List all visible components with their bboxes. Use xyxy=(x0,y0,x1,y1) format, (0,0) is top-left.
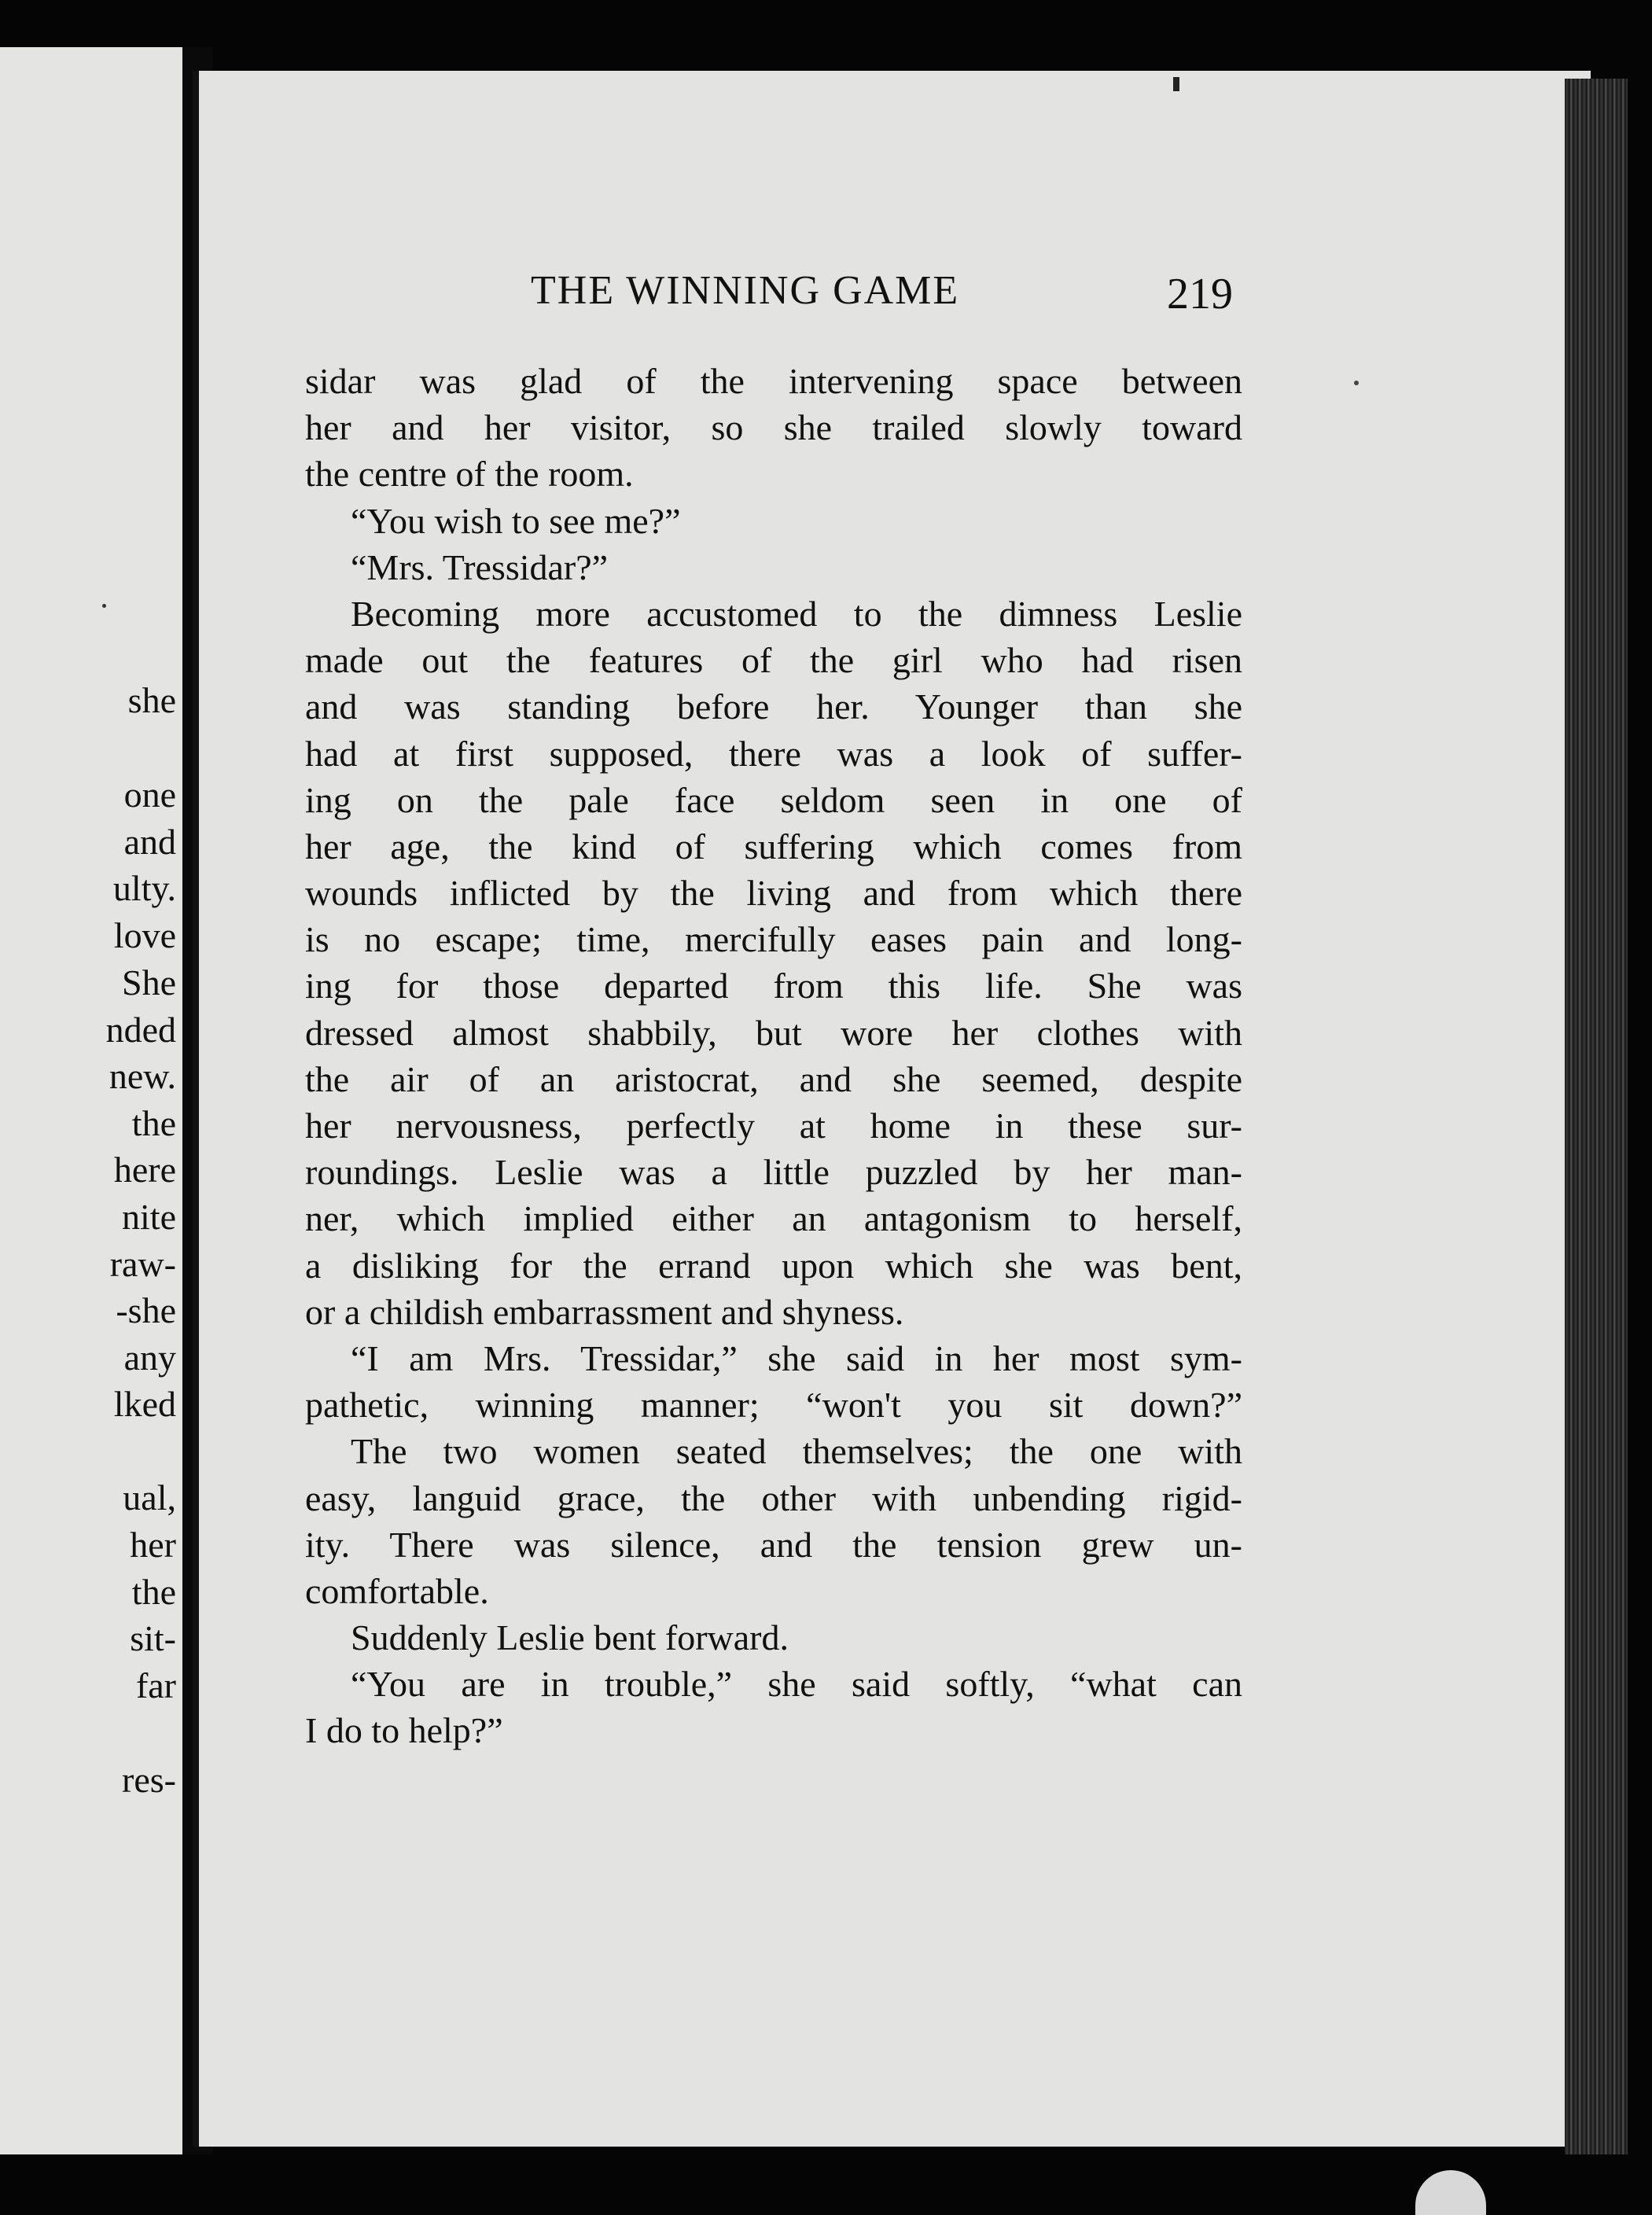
left-fragment: ulty. xyxy=(112,868,176,908)
text-line: ner, which implied either an antagonism to herself, xyxy=(305,1198,1242,1239)
page-number: 219 xyxy=(1167,270,1233,318)
text-line: I do to help?” xyxy=(305,1710,503,1751)
body-text xyxy=(305,358,1242,1754)
text-line: the centre of the room. xyxy=(305,454,634,495)
left-fragment: far xyxy=(135,1665,176,1705)
ink-speck xyxy=(1354,381,1359,385)
text-line: had at first supposed, there was a look of suffer- xyxy=(305,733,1242,774)
text-line: and was standing before her. Younger than she xyxy=(305,686,1242,727)
text-line: ing for those departed from this life. She was xyxy=(305,966,1242,1006)
text-line: “You are in trouble,” she said softly, “what can xyxy=(351,1664,1242,1705)
text-line: wounds inflicted by the living and from which there xyxy=(305,873,1242,914)
left-fragment: her xyxy=(130,1525,176,1565)
text-line: Becoming more accustomed to the dimness Leslie xyxy=(351,593,1242,634)
left-fragment: She xyxy=(122,962,176,1003)
ink-speck xyxy=(1173,77,1179,91)
text-line: the air of an aristocrat, and she seemed, despite xyxy=(305,1058,1242,1099)
text-line: sidar was glad of the intervening space between xyxy=(305,361,1242,401)
scan-bottom-border xyxy=(0,2154,1652,2215)
text-line: easy, languid grace, the other with unbending rigid- xyxy=(305,1477,1242,1518)
left-fragment: -she xyxy=(116,1290,176,1330)
text-line: Suddenly Leslie bent forward. xyxy=(351,1617,789,1658)
left-fragment: raw- xyxy=(109,1244,176,1284)
page-edge-stack xyxy=(1565,79,1628,2186)
left-fragment: ual, xyxy=(123,1477,176,1518)
text-line: “You wish to see me?” xyxy=(351,500,681,541)
text-line: “I am Mrs. Tressidar,” she said in her most sym- xyxy=(351,1337,1242,1378)
text-line: pathetic, winning manner; “won't you sit down?” xyxy=(305,1385,1242,1426)
left-fragment: here xyxy=(113,1150,176,1190)
text-line: her age, the kind of suffering which comes from xyxy=(305,826,1242,866)
left-fragment: nite xyxy=(122,1197,176,1237)
left-fragment: nded xyxy=(105,1010,176,1050)
text-line: The two women seated themselves; the one with xyxy=(351,1431,1242,1472)
text-line: or a childish embarrassment and shyness. xyxy=(305,1291,904,1332)
text-line: a disliking for the errand upon which she was bent, xyxy=(305,1245,1242,1286)
left-fragment: any xyxy=(123,1337,176,1378)
left-fragment: and xyxy=(123,822,176,862)
text-line: roundings. Leslie was a little puzzled by her man- xyxy=(305,1152,1242,1193)
text-line: dressed almost shabbily, but wore her clothes with xyxy=(305,1012,1242,1053)
text-line: “Mrs. Tressidar?” xyxy=(351,546,609,587)
text-line: her and her visitor, so she trailed slowly toward xyxy=(305,407,1242,448)
left-fragment: new. xyxy=(109,1056,176,1096)
text-line: ity. There was silence, and the tension grew un- xyxy=(305,1524,1242,1565)
text-line: is no escape; time, mercifully eases pain and long- xyxy=(305,919,1242,960)
left-fragment: the xyxy=(131,1103,176,1143)
left-fragment: love xyxy=(113,915,176,955)
text-line: ing on the pale face seldom seen in one of xyxy=(305,779,1242,820)
left-fragment: res- xyxy=(122,1760,176,1800)
ink-speck xyxy=(102,604,106,608)
left-fragment: one xyxy=(123,775,176,815)
left-page xyxy=(0,47,182,2154)
text-line: comfortable. xyxy=(305,1570,489,1611)
left-fragment: lked xyxy=(113,1384,176,1424)
text-line: her nervousness, perfectly at home in these sur- xyxy=(305,1106,1242,1146)
page-header xyxy=(307,267,1242,318)
text-line: made out the features of the girl who had risen xyxy=(305,640,1242,681)
left-page-fragments xyxy=(0,47,182,2154)
running-title: THE WINNING GAME xyxy=(531,268,960,313)
left-fragment: sit- xyxy=(130,1618,176,1658)
left-fragment: she xyxy=(127,680,176,720)
left-fragment: the xyxy=(131,1572,176,1612)
